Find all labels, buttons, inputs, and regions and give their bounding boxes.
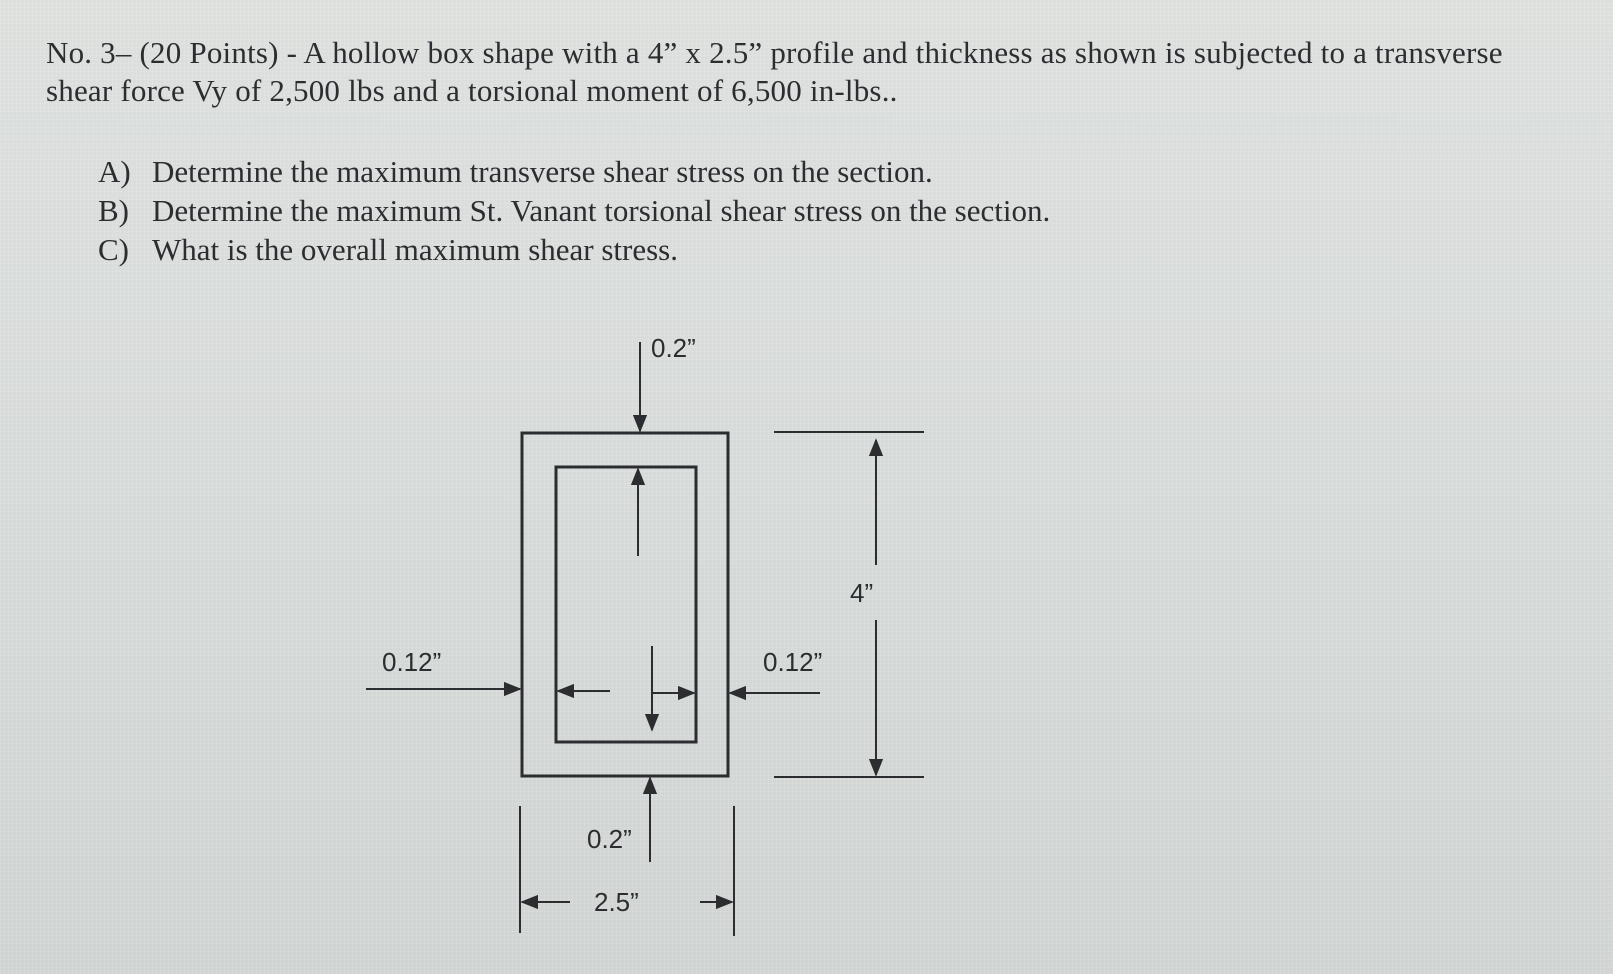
width-label: 2.5” [594, 887, 639, 917]
bottom-thickness-label: 0.2” [587, 824, 632, 854]
top-thickness-label: 0.2” [651, 333, 696, 363]
right-thickness-label: 0.12” [763, 647, 823, 677]
inner-outline [556, 467, 696, 742]
problem-text: No. 3– (20 Points) - A hollow box shape with a 4” x 2.5” profile and thickness as shown is subjected to a transverse shear force Vy of 2,500 lbs and a torsional moment of 6,500 in-lbs.. [46, 35, 1503, 108]
question-b-text: Determine the maximum St. Vanant torsional shear stress on the section. [152, 193, 1051, 228]
question-c-marker: C) [98, 232, 129, 267]
question-c-text: What is the overall maximum shear stress. [152, 232, 679, 267]
question-a-marker: A) [98, 154, 131, 189]
question-b-marker: B) [98, 193, 129, 228]
height-label: 4” [850, 578, 874, 608]
question-a-text: Determine the maximum transverse shear stress on the section. [152, 154, 933, 189]
left-thickness-label: 0.12” [382, 647, 442, 677]
